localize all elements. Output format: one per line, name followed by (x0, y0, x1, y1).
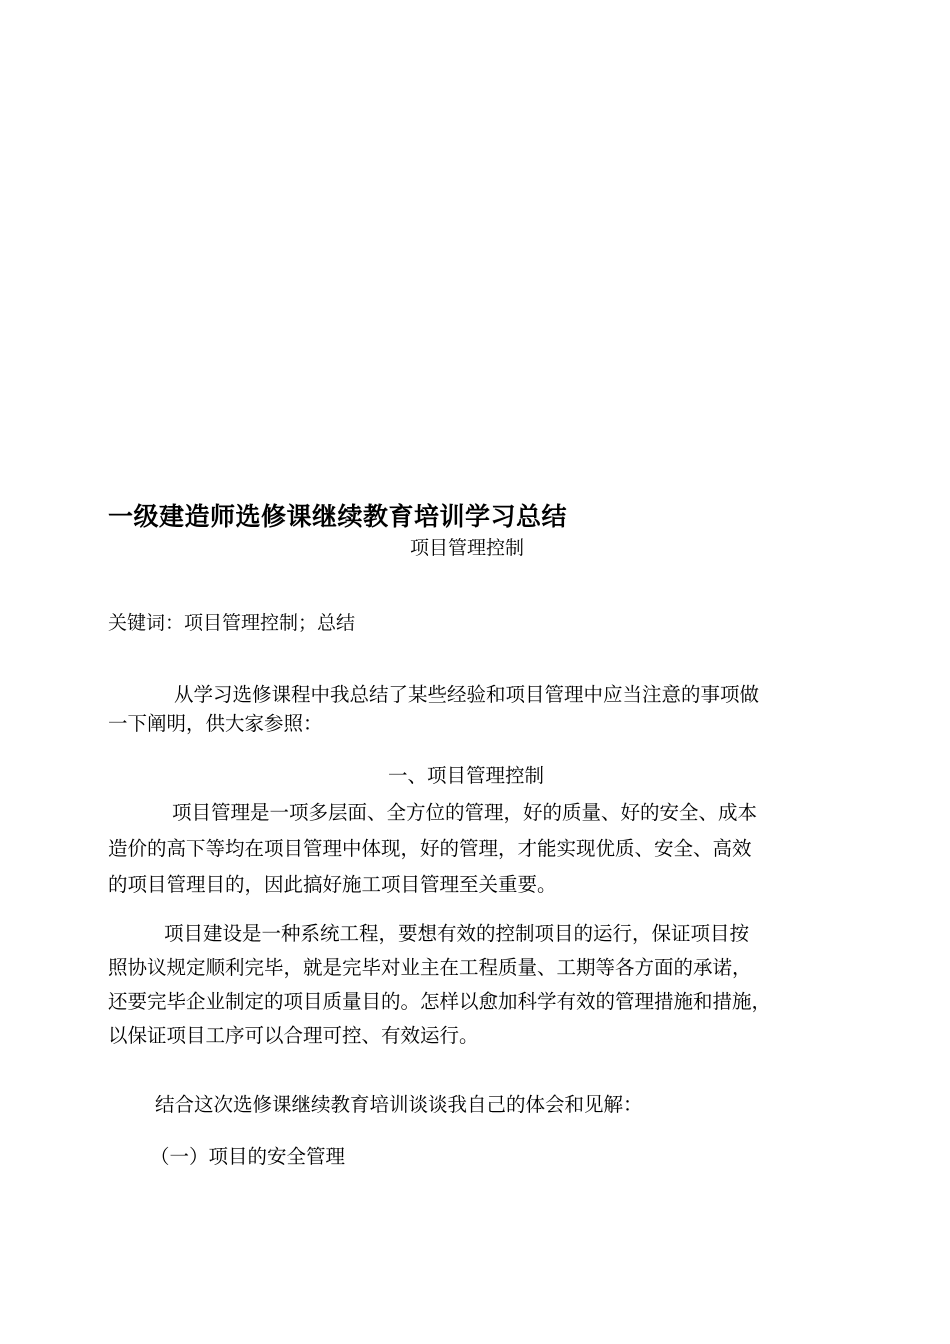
intro-line: 一下阐明，供大家参照： (108, 712, 323, 735)
paragraph-line: 以保证项目工序可以合理可控、有效运行。 (108, 1024, 479, 1047)
section-heading: 一、项目管理控制 (388, 764, 545, 787)
paragraph-line: 造价的高下等均在项目管理中体现，好的管理，才能实现优质、安全、高效 (108, 837, 752, 860)
paragraph-line: 照协议规定顺利完毕，就是完毕对业主在工程质量、工期等各方面的承诺， (108, 956, 752, 979)
paragraph-line: 还要完毕企业制定的项目质量目的。怎样以愈加科学有效的管理措施和措施， (108, 990, 772, 1013)
paragraph-2 (108, 917, 868, 1053)
paragraph-line: 项目管理是一项多层面、全方位的管理，好的质量、好的安全、成本 (172, 801, 758, 824)
document-subtitle: 项目管理控制 (410, 537, 525, 559)
paragraph-line: 项目建设是一种系统工程，要想有效的控制项目的运行，保证项目按 (164, 922, 750, 945)
paragraph-3: 结合这次选修课继续教育培训谈谈我自己的体会和见解： (155, 1093, 643, 1116)
sub-heading: （一）项目的安全管理 (150, 1145, 346, 1168)
document-title: 一级建造师选修课继续教育培训学习总结 (108, 502, 568, 531)
intro-line: 从学习选修课程中我总结了某些经验和项目管理中应当注意的事项做 (174, 683, 760, 706)
paragraph-line: 的项目管理目的，因此搞好施工项目管理至关重要。 (108, 873, 557, 896)
paragraph-1 (108, 795, 868, 903)
intro-paragraph (108, 680, 868, 738)
keywords-line: 关键词：项目管理控制；总结 (108, 612, 356, 634)
